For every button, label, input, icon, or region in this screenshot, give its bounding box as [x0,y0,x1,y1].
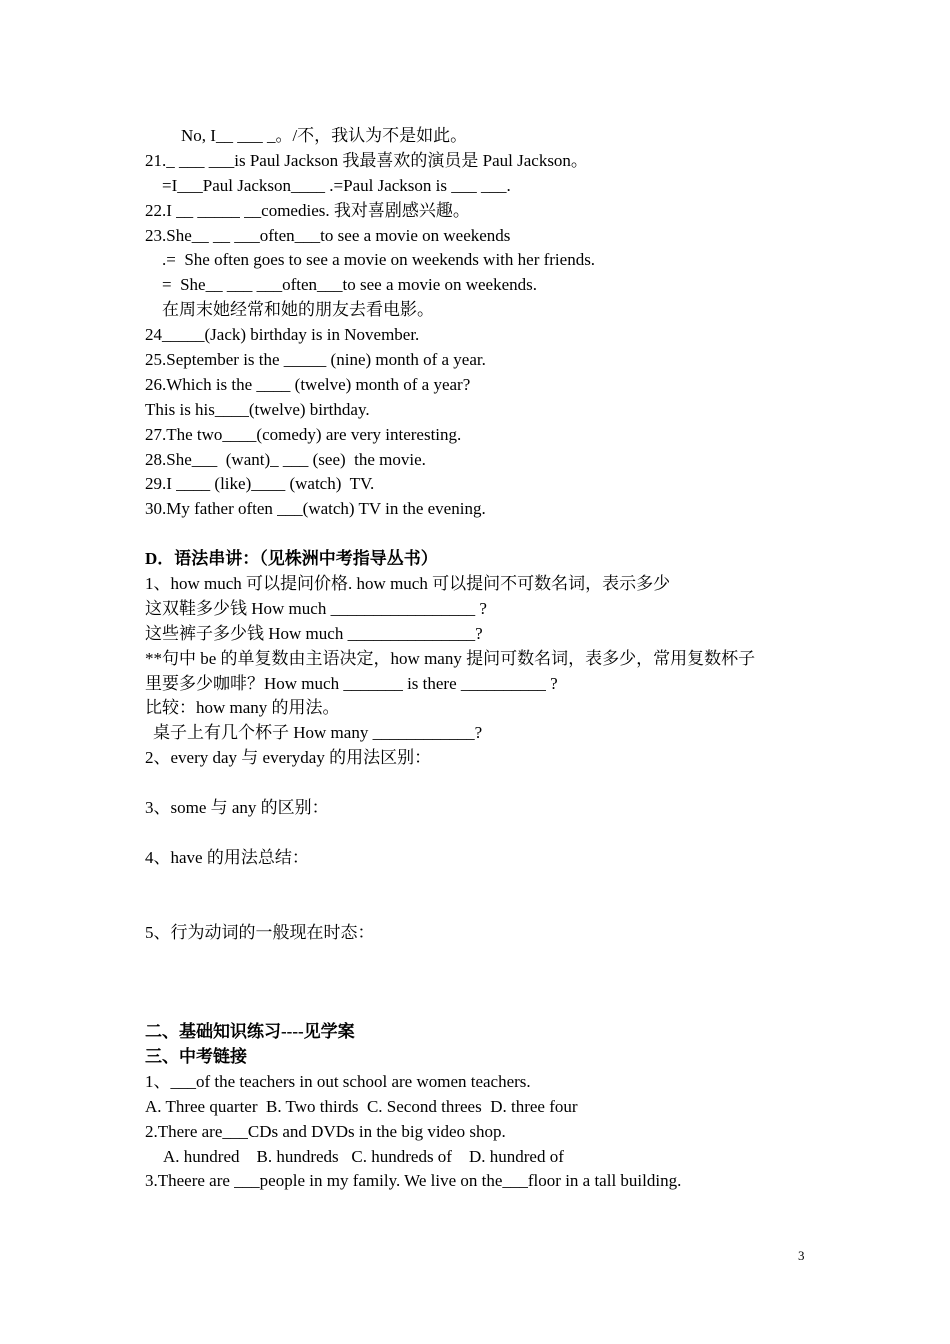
exercise-28: 28.She___ (want)_ ___ (see) the movie. [145,449,426,469]
exercise-line: No, I__ ___ _。/不，我认为不是如此。 [181,126,468,145]
grammar-line: 这些裤子多少钱 How much _______________? [145,623,483,643]
exercise-23: 23.She__ __ ___often___to see a movie on weekends [145,225,511,245]
exercise-line: .= She often goes to see a movie on weekends with her friends. [162,250,596,270]
exercise-22: 22.I __ _____ __comedies. 我对喜剧感兴趣。 [145,200,470,220]
exam-question-2: 2.There are___CDs and DVDs in the big video shop. [145,1121,506,1141]
grammar-line: 比较：how many 的用法。 [145,698,340,718]
exercise-line: =I___Paul Jackson____ .=Paul Jackson is ___ ___. [162,175,511,195]
exercise-30: 30.My father often ___(watch) TV in the evening. [145,499,486,519]
grammar-line: **句中 be 的单复数由主语决定，how many 提问可数名词，表多少，常用复数杯子 [145,648,756,668]
answer-options: A. hundred B. hundreds C. hundreds of D. hundred of [163,1146,564,1166]
exam-question-3: 3.Theere are ___people in my family. We live on the___floor in a tall building. [145,1171,682,1191]
grammar-point-4: 4、have 的用法总结： [145,847,309,867]
exercise-29: 29.I ____ (like)____ (watch) TV. [145,474,375,494]
exercise-line: 在周末她经常和她的朋友去看电影。 [162,300,434,320]
exercise-27: 27.The two____(comedy) are very interesting. [145,424,462,444]
grammar-line: 桌子上有几个杯子 How many ____________? [153,723,483,743]
exam-question-1: 1、___of the teachers in out school are women teachers. [145,1071,531,1091]
grammar-point-2: 2、every day 与 everyday 的用法区别： [145,748,432,768]
answer-options: A. Three quarter B. Two thirds C. Second threes D. three four [145,1096,578,1116]
grammar-line: 里要多少咖啡？How much _______ is there __________ ? [145,673,558,693]
exercise-line: = She__ ___ ___often___to see a movie on weekends. [162,275,538,295]
section-heading-exam-link: 三、中考链接 [145,1046,247,1066]
grammar-point-5: 5、行为动词的一般现在时态： [145,922,375,942]
exercise-21: 21._ ___ ___is Paul Jackson 我最喜欢的演员是 Paul Jackson。 [145,150,588,170]
section-heading-grammar: D．语法串讲：（见株洲中考指导丛书） [145,549,438,569]
exercise-line: This is his____(twelve) birthday. [145,399,370,419]
grammar-point-1: 1、how much 可以提问价格. how much 可以提问不可数名词，表示多少 [145,574,671,594]
exercise-25: 25.September is the _____ (nine) month of a year. [145,350,486,370]
grammar-point-3: 3、some 与 any 的区别： [145,798,329,818]
grammar-line: 这双鞋多少钱 How much _________________ ? [145,598,487,618]
exercise-24: 24_____(Jack) birthday is in November. [145,325,420,345]
exercise-26: 26.Which is the ____ (twelve) month of a year? [145,374,471,394]
page-number: 3 [798,1248,805,1263]
worksheet-body [145,124,825,1194]
section-heading-practice: 二、基础知识练习----见学案 [145,1022,355,1042]
